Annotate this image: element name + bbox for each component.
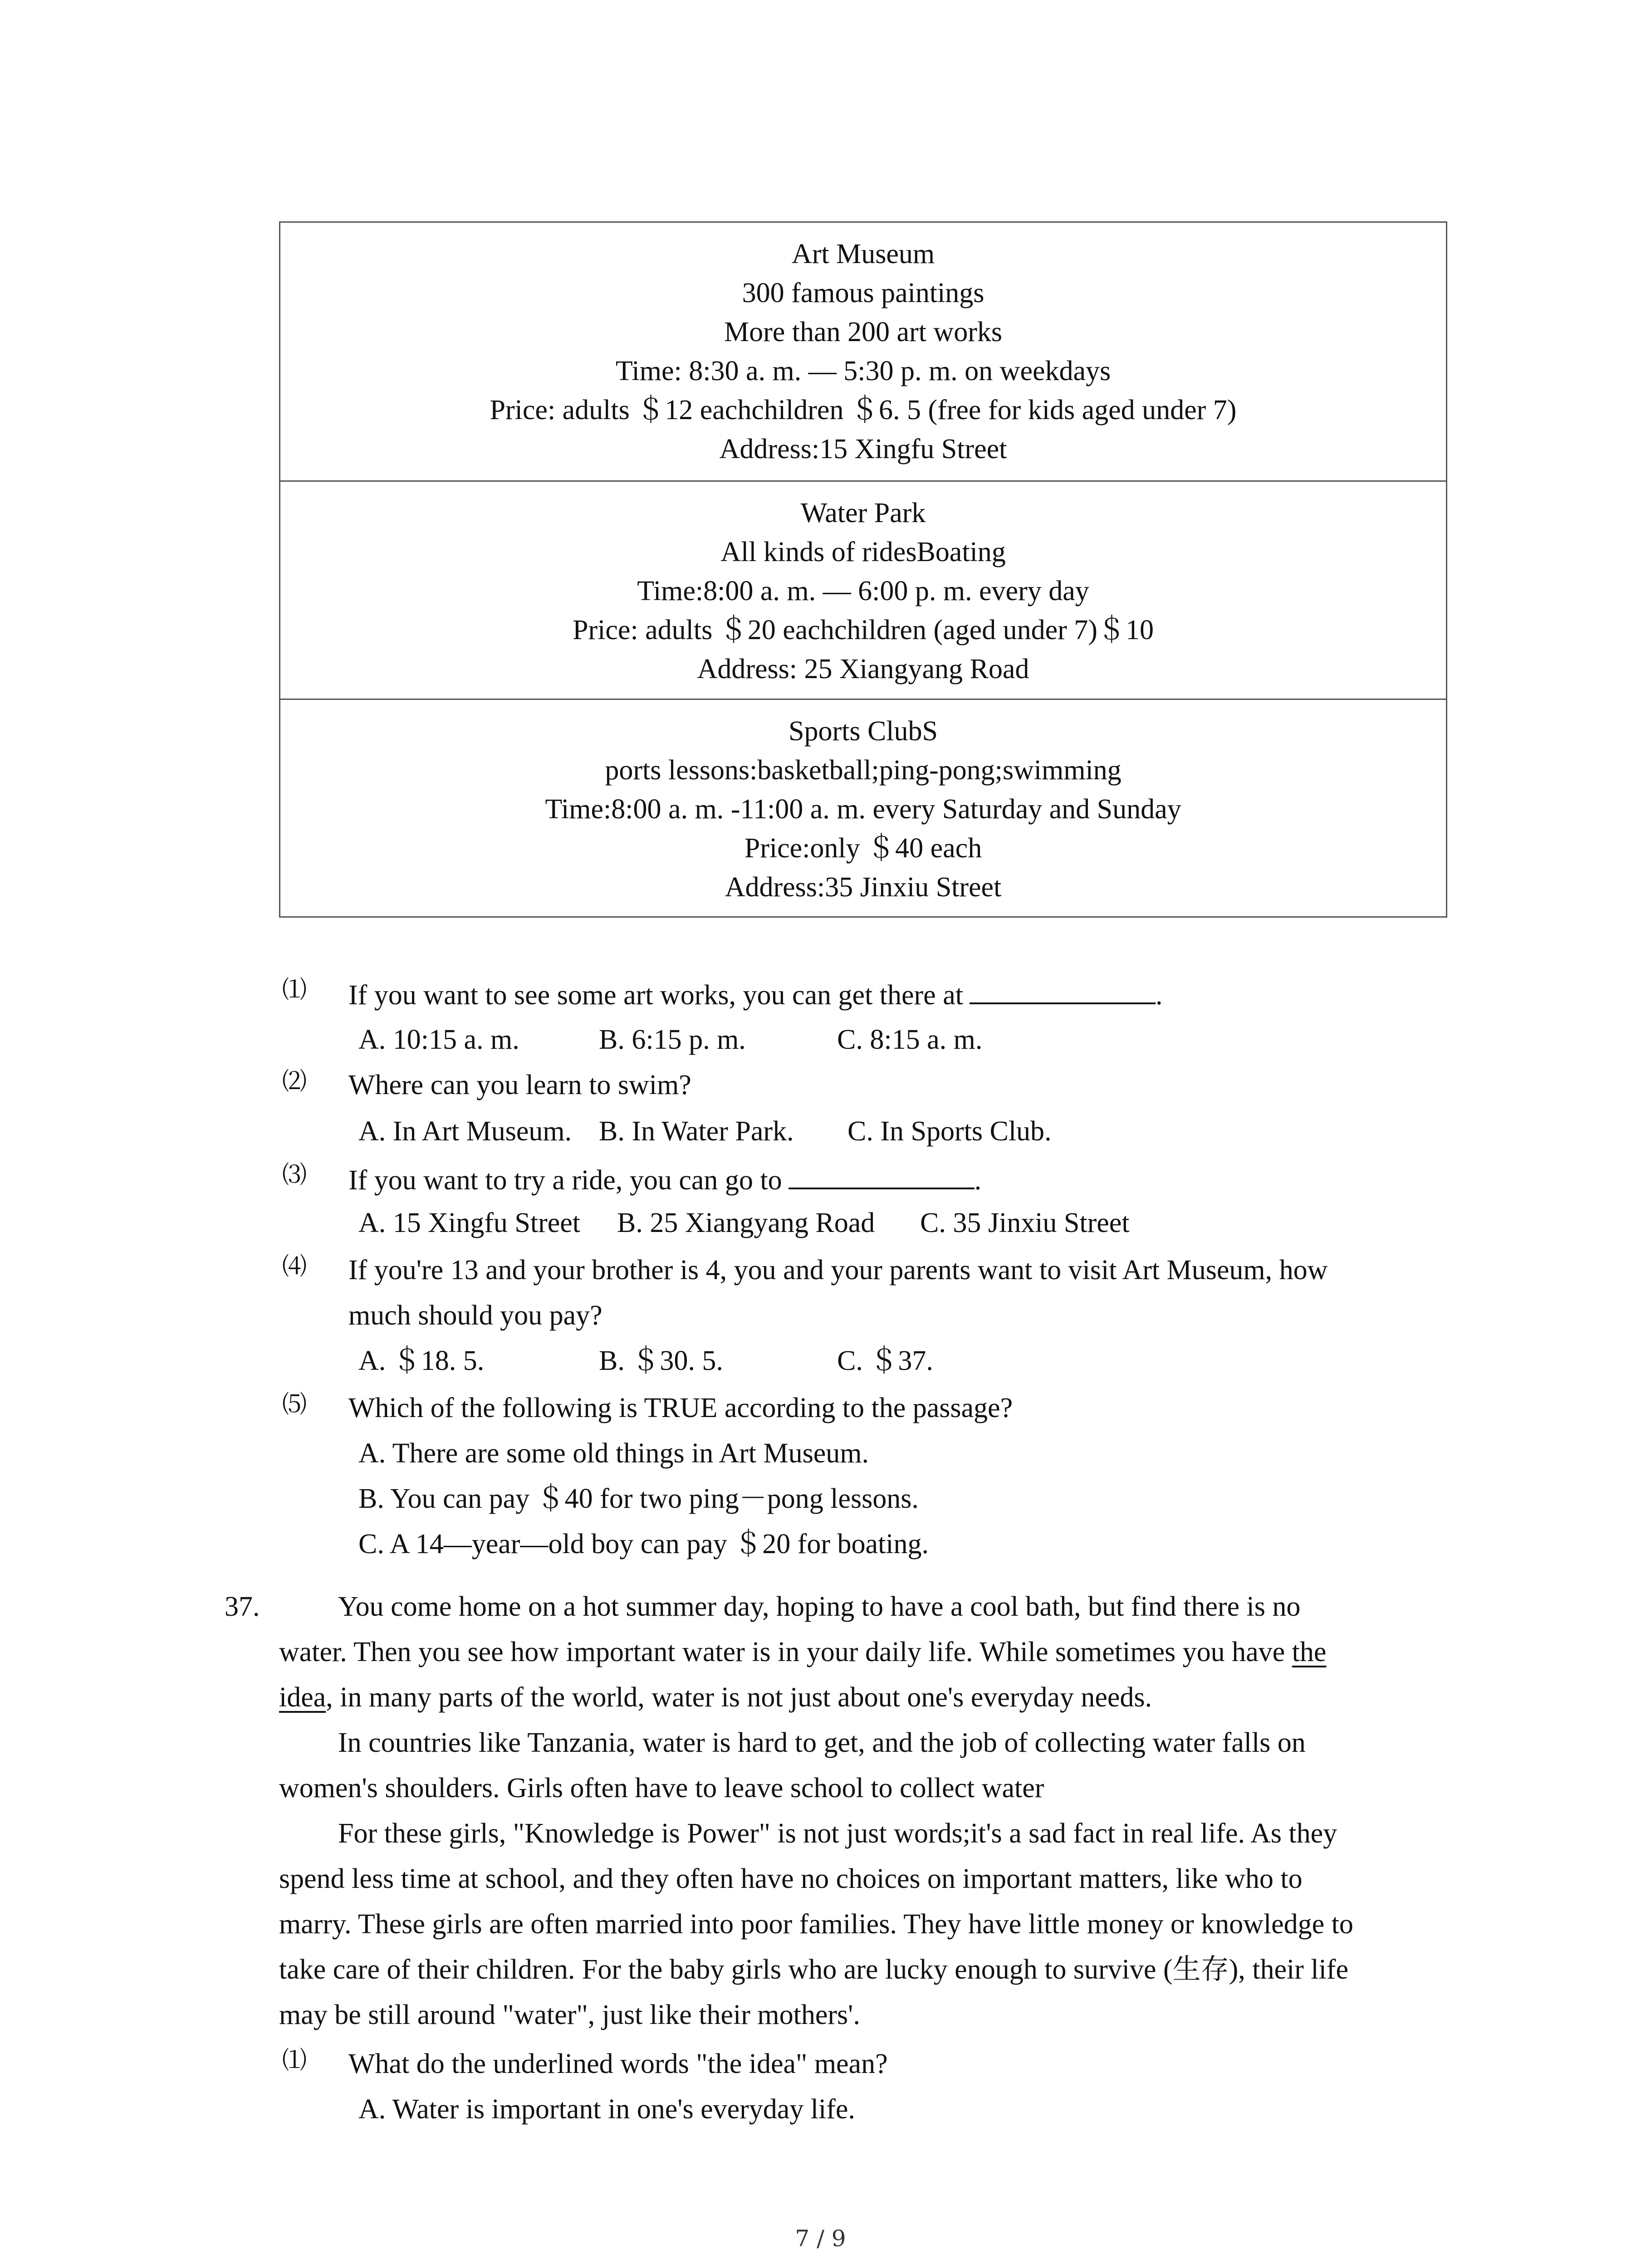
passage-line: In countries like Tanzania, water is hard to get, and the job of collecting water falls on — [338, 1727, 1306, 1758]
art-museum-title: Art Museum — [791, 239, 935, 269]
option-b: B. 6:15 p. m. — [599, 1024, 746, 1055]
question-options — [358, 1205, 1130, 1241]
option-b: B. You can pay ＄40 for two ping－pong lessons. — [358, 1483, 919, 1514]
option-c: C. 35 Jinxiu Street — [920, 1207, 1130, 1238]
passage-line: may be still around "water", just like their mothers'. — [279, 1999, 860, 2030]
question-number: ⑶ — [282, 1160, 307, 1189]
question-number: ⑸ — [282, 1390, 307, 1418]
passage-line: For these girls, "Knowledge is Power" is not just words;it's a sad fact in real life. As they — [338, 1818, 1337, 1849]
water-park-title: Water Park — [800, 498, 926, 528]
underlined-phrase: idea — [279, 1682, 326, 1713]
option-b: B. ＄30. 5. — [599, 1345, 723, 1376]
passage-line: You come home on a hot summer day, hoping to have a cool bath, but find there is no — [338, 1591, 1301, 1622]
water-park-time: Time:8:00 a. m. — 6:00 p. m. every day — [637, 576, 1089, 606]
water-park-price: Price: adults ＄20 eachchildren (aged under 7)＄10 — [573, 615, 1154, 645]
art-museum-time: Time: 8:30 a. m. — 5:30 p. m. on weekdays — [615, 356, 1111, 386]
info-table — [279, 221, 1447, 918]
sports-club-cell — [280, 699, 1446, 916]
option-b: B. In Water Park. — [599, 1116, 794, 1147]
question-number: ⑴ — [282, 975, 307, 1004]
art-museum-works: More than 200 art works — [724, 317, 1002, 347]
passage-line: women's shoulders. Girls often have to leave school to collect water — [279, 1773, 1044, 1804]
question-number: ⑷ — [282, 1252, 307, 1281]
passage-number: 37. — [225, 1591, 260, 1622]
sports-club-time: Time:8:00 a. m. -11:00 a. m. every Saturday and Sunday — [545, 794, 1181, 825]
option-c: C. ＄37. — [837, 1345, 933, 1376]
sports-club-lessons: ports lessons:basketball;ping-pong;swimming — [605, 755, 1122, 786]
answer-blank — [970, 975, 1156, 1004]
art-museum-price: Price: adults ＄12 eachchildren ＄6. 5 (free for kids aged under 7) — [490, 395, 1237, 425]
question-options — [358, 1343, 933, 1379]
underlined-phrase: the — [1292, 1637, 1327, 1667]
passage-line: idea, in many parts of the world, water is not just about one's everyday needs. — [279, 1682, 1152, 1713]
option-a: A. In Art Museum. — [358, 1116, 572, 1147]
art-museum-paintings: 300 famous paintings — [742, 278, 985, 308]
question-text-cont: much should you pay? — [348, 1300, 603, 1331]
page-number: 7 / 9 — [795, 2225, 846, 2252]
passage-line: spend less time at school, and they often have no choices on important matters, like who to — [279, 1863, 1303, 1894]
sports-club-title: Sports ClubS — [788, 716, 938, 747]
water-park-rides: All kinds of ridesBoating — [720, 537, 1006, 567]
question-options — [358, 1022, 982, 1058]
water-park-address: Address: 25 Xiangyang Road — [697, 654, 1029, 684]
passage-line: take care of their children. For the baby girls who are lucky enough to survive (生存), their life — [279, 1954, 1348, 1985]
option-c: C. In Sports Club. — [847, 1116, 1052, 1147]
option-b: B. 25 Xiangyang Road — [617, 1207, 875, 1238]
water-park-cell — [280, 480, 1446, 699]
question-text: Where can you learn to swim? — [348, 1070, 691, 1100]
option-a: A. 15 Xingfu Street — [358, 1207, 581, 1238]
question-options — [358, 1113, 1052, 1149]
passage-line: water. Then you see how important water is in your daily life. While sometimes you have the — [279, 1637, 1327, 1667]
option-a: A. ＄18. 5. — [358, 1345, 485, 1376]
option-a: A. There are some old things in Art Museum. — [358, 1438, 869, 1469]
question-text: What do the underlined words "the idea" mean? — [348, 2048, 888, 2079]
art-museum-address: Address:15 Xingfu Street — [719, 434, 1007, 464]
option-a: A. Water is important in one's everyday life. — [358, 2094, 855, 2125]
option-c: C. 8:15 a. m. — [837, 1024, 983, 1055]
question-text: If you want to see some art works, you can get there at . — [348, 975, 1162, 1013]
question-number: ⑵ — [282, 1067, 307, 1095]
art-museum-cell — [280, 223, 1446, 480]
option-a: A. 10:15 a. m. — [358, 1024, 519, 1055]
question-text: If you're 13 and your brother is 4, you and your parents want to visit Art Museum, how — [348, 1255, 1328, 1286]
sports-club-price: Price:only ＄40 each — [744, 833, 982, 864]
passage-line: marry. These girls are often married into poor families. They have little money or knowledge to — [279, 1909, 1353, 1940]
option-c: C. A 14—year—old boy can pay ＄20 for boating. — [358, 1529, 929, 1559]
question-text: Which of the following is TRUE according to the passage? — [348, 1393, 1013, 1423]
sports-club-address: Address:35 Jinxiu Street — [725, 872, 1002, 903]
answer-blank — [789, 1160, 975, 1189]
question-text: If you want to try a ride, you can go to . — [348, 1160, 981, 1198]
question-number: ⑴ — [282, 2046, 307, 2074]
